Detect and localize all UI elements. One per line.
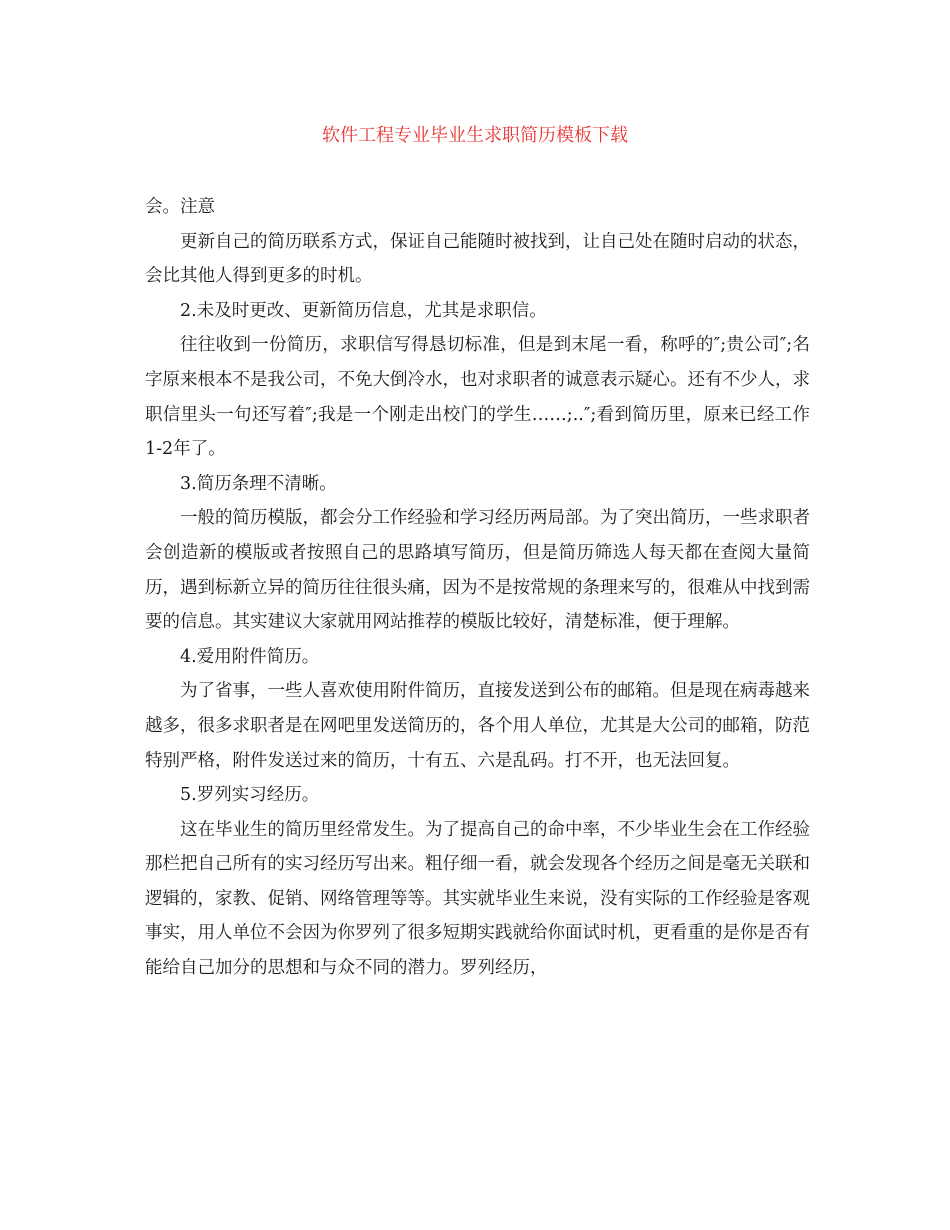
paragraph: 往往收到一份简历，求职信写得恳切标准，但是到末尾一看，称呼的″;贵公司″;名字原来根本不是我公司，不免大倒冷水，也对求职者的诚意表示疑心。还有不少人，求职信里头一句还写着″;我是一个刚走出校门的学生……;..″;看到简历里，原来已经工作1-2年了。 <box>145 335 810 460</box>
section-heading: 5.罗列实习经历。 <box>180 785 320 806</box>
paragraph: 这在毕业生的简历里经常发生。为了提高自己的命中率，不少毕业生会在工作经验那栏把自己所有的实习经历写出来。粗仔细一看，就会发现各个经历之间是毫无关联和逻辑的，家教、促销、网络管理等等。其实就毕业生来说，没有实际的工作经验是客观事实，用人单位不会因为你罗列了很多短期实践就给你面试时机，更看重的是你是否有能给自己加分的思想和与众不同的潜力。罗列经历， <box>145 819 810 979</box>
document-title: 软件工程专业毕业生求职简历模板下载 <box>322 125 628 146</box>
paragraph: 会。注意 <box>145 197 215 217</box>
document-body <box>145 190 810 986</box>
section-heading: 2.未及时更改、更新简历信息，尤其是求职信。 <box>180 300 547 321</box>
paragraph: 更新自己的简历联系方式，保证自己能随时被找到，让自己处在随时启动的状态，会比其他人得到更多的时机。 <box>145 231 810 287</box>
paragraph: 一般的简历模版，都会分工作经验和学习经历两局部。为了突出简历，一些求职者会创造新的模版或者按照自己的思路填写简历，但是简历筛选人每天都在查阅大量简历，遇到标新立异的简历往往很头痛，因为不是按常规的条理来写的，很难从中找到需要的信息。其实建议大家就用网站推荐的模版比较好，清楚标准，便于理解。 <box>145 508 810 633</box>
section-heading: 3.简历条理不清晰。 <box>180 473 337 494</box>
section-heading: 4.爱用附件简历。 <box>180 646 320 667</box>
paragraph: 为了省事，一些人喜欢使用附件简历，直接发送到公布的邮箱。但是现在病毒越来越多，很多求职者是在网吧里发送简历的，各个用人单位，尤其是大公司的邮箱，防范特别严格，附件发送过来的简历，十有五、六是乱码。打不开，也无法回复。 <box>145 681 810 771</box>
